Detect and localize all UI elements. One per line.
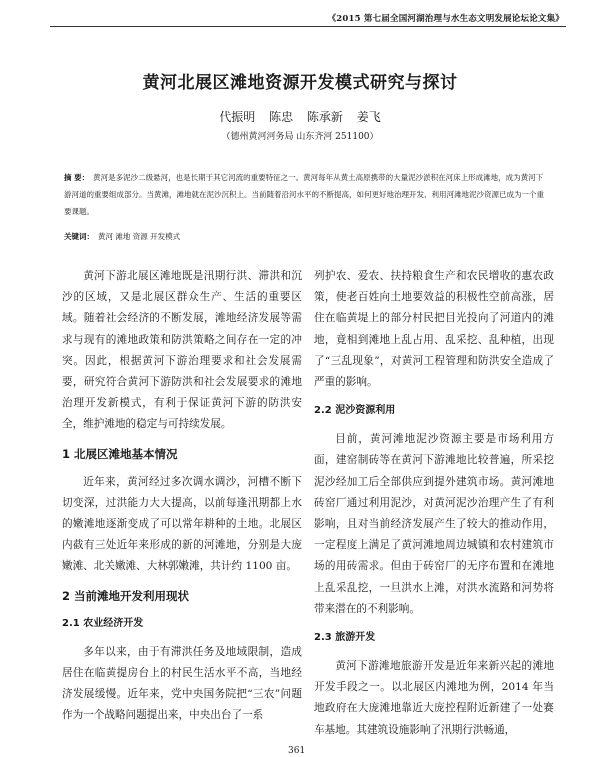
keywords-text: 黄河 滩地 资源 开发模式 bbox=[98, 232, 181, 241]
paper-title: 黄河北展区滩地资源开发模式研究与探讨 bbox=[142, 73, 458, 93]
body-paragraph: 多年以来，由于有滞洪任务及地域限制，造成居住在临黄提房台上的村民生活水平不高，当地经济发展缓慢。近年来，党中央国务院把“三农”问题作为一个战略问题提出来，中央出台了一系 bbox=[62, 645, 302, 722]
abstract-text: 黄河是多泥沙二级悬河，也是长期于其它河流的重要特征之一。黄河每年从黄土高原携带的大量泥沙淤积在河床上形成滩地，成为黄河下游河道的重要组成部分。当黄滩，滩地就在泥沙沉积上。当前随着沿河水平的不断提高，如何更好地治理开发、利用河滩地泥沙资源已成为一个重要课题。 bbox=[64, 173, 544, 216]
keywords-label: 关键词： bbox=[64, 232, 94, 241]
paper-authors: 代振明 陈忠 陈承新 姜飞 bbox=[219, 110, 381, 124]
abstract-label: 摘 要： bbox=[64, 173, 90, 182]
header-rule bbox=[50, 26, 566, 27]
page-number: 361 bbox=[288, 746, 306, 756]
body-paragraph: 列护农、爱农、扶持粮食生产和农民增收的惠农政策，使老百姓向土地要效益的积极性空前高涨，居住在临黄堤上的部分村民把目光投向了河道内的滩地，竟相到滩地上乱占用、乱采挖、乱种植，出现了“三乱现象”，对黄河工程管理和防洪安全造成了严重的影响。 bbox=[314, 270, 554, 389]
abstract bbox=[64, 169, 550, 220]
paper-affiliation: （德州黄河河务局 山东齐河 251100） bbox=[221, 132, 379, 142]
body-paragraph: 黄河下游滩地旅游开发是近年来新兴起的滩地开发手段之一。以北展区内滩地为例，2014 年当地政府在大庞滩地靠近大庞控程附近新建了一处赛车基地。其建筑设施影响了汛期行洪畅通， bbox=[314, 660, 554, 736]
section-heading: 2.2 泥沙资源利用 bbox=[314, 405, 396, 417]
body-paragraph: 目前，黄河滩地泥沙资源主要是市场利用方面，建窑制砖等在黄河下游滩地比较普遍，所采挖泥沙经加工后全部供应到提外建筑市场。黄河滩地砖窑厂通过利用泥沙，对黄河泥沙治理产生了有利影响，且对当前经济发展产生了较大的推动作用，一定程度上满足了黄河滩地周边城镇和农村建筑市场的用砖需求。但由于砖窑厂的无序布置和在滩地上乱采乱挖，一旦洪水上滩，对洪水流路和河势将带来潜在的不利影响。 bbox=[314, 433, 554, 615]
body-column-right bbox=[314, 266, 554, 741]
body-paragraph: 近年来，黄河经过多次调水调沙，河槽不断下切变深，过洪能力大大提高，以前每逢汛期都上水的嫩滩地逐渐变成了可以常年耕种的土地。北展区内截有三处近年来形成的新的河滩地，分别是大庞嫩滩、北关嫩滩、大林郭嫩滩，共计约 1100 亩。 bbox=[62, 475, 302, 573]
body-column-left bbox=[62, 266, 302, 726]
section-heading: 2.1 农业经济开发 bbox=[62, 617, 144, 629]
section-heading: 1 北展区滩地基本情况 bbox=[62, 446, 178, 461]
section-heading: 2.3 旅游开发 bbox=[314, 632, 376, 644]
section-heading: 2 当前滩地开发利用现状 bbox=[62, 588, 190, 603]
body-paragraph: 黄河下游北展区滩地既是汛期行洪、滞洪和沉沙的区域，又是北展区群众生产、生活的重要区域。随着社会经济的不断发展，滩地经济发展等需求与现有的滩地政策和防洪策略之间存在一定的冲突。因此，根据黄河下游治理要求和社会发展需要，研究符合黄河下游防洪和社会发展要求的滩地治理开发新模式，有利于保证黄河下游的防洪安全，维护滩地的稳定与可持续发展。 bbox=[62, 270, 302, 431]
running-head: 《2015 第七届全国河湖治理与水生态文明发展论坛论文集》 bbox=[327, 14, 564, 24]
keywords bbox=[64, 231, 550, 242]
